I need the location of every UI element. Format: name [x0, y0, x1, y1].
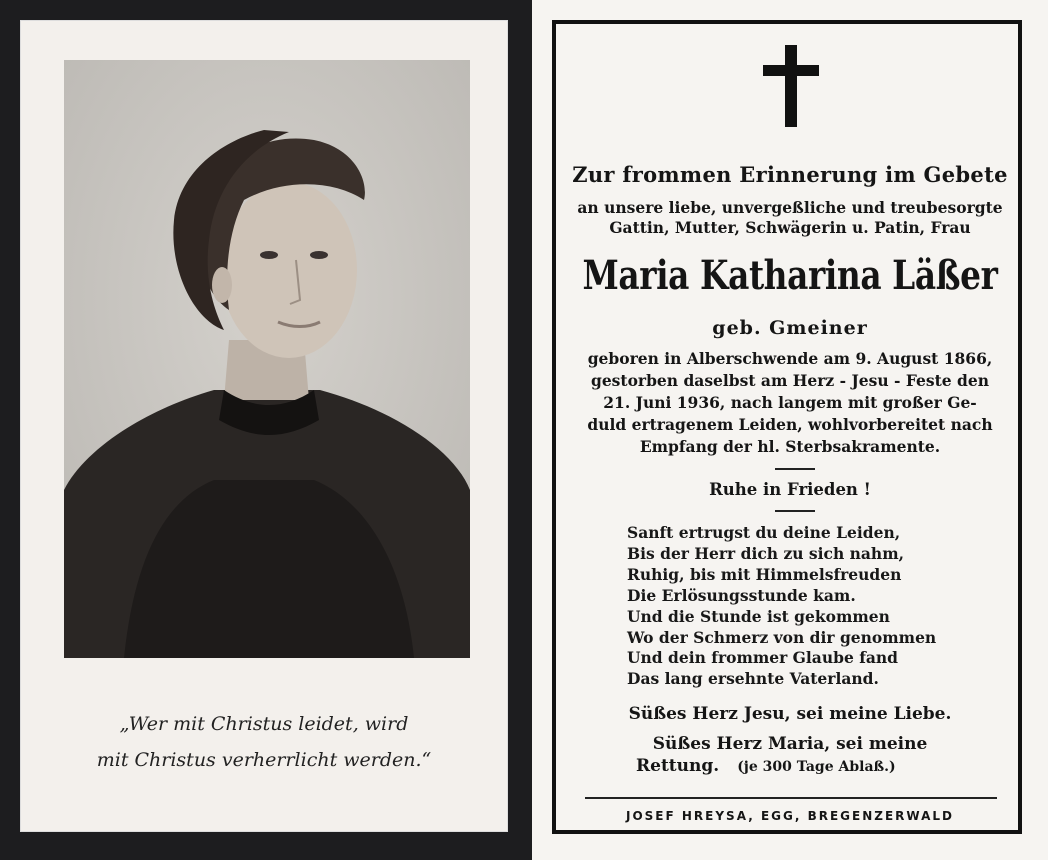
prayer-line	[592, 755, 1048, 779]
poem-line: Ruhig, bis mit Himmelsfreuden	[627, 564, 902, 584]
portrait-image	[64, 60, 470, 658]
intro-line: an unsere liebe, unvergeßliche und treubesorgte	[577, 198, 1003, 217]
poem-line: Bis der Herr dich zu sich nahm,	[627, 543, 905, 563]
maiden-name: geb. Gmeiner	[712, 317, 868, 339]
cross-icon	[761, 45, 821, 127]
divider	[775, 510, 815, 512]
poem-line: Sanft ertrugst du deine Leiden,	[627, 523, 901, 542]
prayer-line: Süßes Herz Maria, sei meine	[652, 734, 928, 754]
quote-line-1: „Wer mit Christus leidet, wird	[119, 713, 409, 735]
indulgence-note: (je 300 Tage Ablaß.)	[737, 759, 896, 775]
memorial-card-right	[532, 0, 1048, 860]
rest-in-peace: Ruhe in Frieden !	[709, 480, 871, 499]
poem-line: Die Erlösungsstunde kam.	[627, 585, 856, 605]
bio-line: gestorben daselbst am Herz - Jesu - Feste den	[590, 371, 990, 390]
poem-line: Und dein frommer Glaube fand	[627, 648, 899, 668]
divider	[775, 468, 815, 470]
bio-line: duld ertragenem Leiden, wohlvorbereitet nach	[587, 415, 993, 434]
intro-title: Zur frommen Erinnerung im Gebete	[572, 162, 1008, 187]
poem-line: Wo der Schmerz von dir genommen	[627, 627, 937, 647]
intro-line: Gattin, Mutter, Schwägerin u. Patin, Frau	[609, 218, 971, 237]
prayer-line: Süßes Herz Jesu, sei meine Liebe.	[628, 704, 952, 724]
divider	[585, 797, 997, 799]
poem-line: Und die Stunde ist gekommen	[627, 606, 890, 626]
scripture-quote	[20, 706, 508, 778]
memorial-card-left	[20, 20, 508, 832]
prayer-rettung: Rettung.	[636, 756, 720, 776]
portrait-photo	[64, 60, 470, 658]
quote-line-2: mit Christus verherrlicht werden.“	[96, 749, 432, 771]
poem	[627, 523, 936, 690]
deceased-name: Maria Katharina Läßer	[582, 252, 998, 299]
printer-credit: JOSEF HREYSA, EGG, BREGENZERWALD	[626, 809, 954, 823]
bio-line: 21. Juni 1936, nach langem mit großer Ge-	[603, 393, 977, 412]
bio-line: Empfang der hl. Sterbsakramente.	[639, 437, 941, 456]
poem-line: Das lang ersehnte Vaterland.	[627, 669, 879, 689]
bio-line: geboren in Alberschwende am 9. August 1866,	[587, 349, 993, 368]
